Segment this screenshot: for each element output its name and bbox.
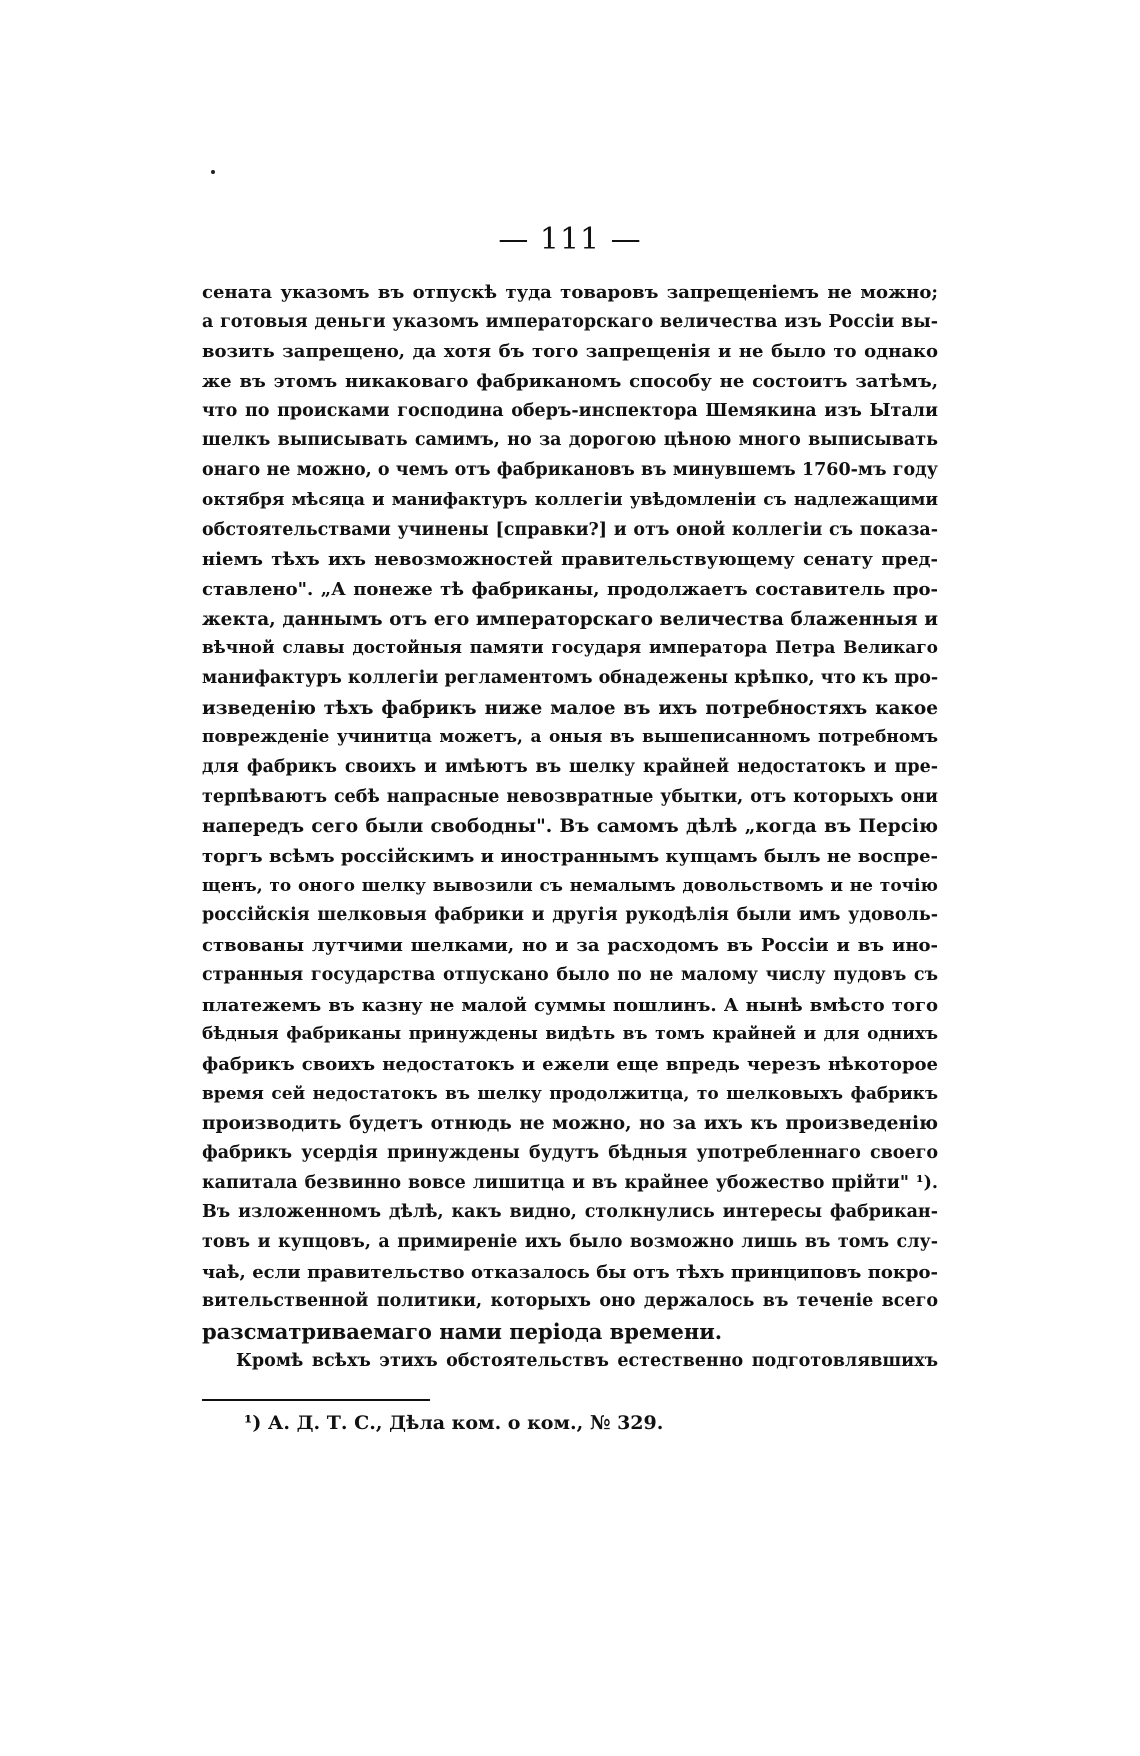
text-line: платежемъ въ казну не малой суммы пошлинъ. А нынѣ вмѣсто того: [202, 994, 938, 1016]
text-line: вѣчной славы достойныя памяти государя императора Петра Великаго: [202, 638, 938, 659]
text-line: жекта, даннымъ отъ его императорскаго величества блаженныя и: [202, 608, 938, 630]
text-line: возить запрещено, да хотя бъ того запрещенія и не было то однако: [202, 341, 938, 363]
text-line: ніемъ тѣхъ ихъ невозможностей правительствующему сенату пред-: [202, 549, 938, 571]
text-line: чаѣ, если правительство отказалось бы отъ тѣхъ принциповъ покро-: [202, 1261, 938, 1283]
text-line: онаго не можно, о чемъ отъ фабрикановъ въ минувшемъ 1760-мъ году: [202, 460, 938, 481]
paragraph-end-line: разсматриваемаго нами періода времени.: [202, 1319, 723, 1345]
text-line: манифактуръ коллегіи регламентомъ обнадежены крѣпко, что къ про-: [202, 667, 939, 688]
page-number: — 111 —: [498, 222, 642, 257]
body-text: [202, 278, 938, 1376]
text-line: поврежденіе учинитца можетъ, а оныя въ вышеписанномъ потребномъ: [202, 727, 938, 748]
text-line: товъ и купцовъ, а примиреніе ихъ было возможно лишь въ томъ слу-: [202, 1232, 938, 1252]
text-line: время сей недостатокъ въ шелку продолжитца, то шелковыхъ фабрикъ: [202, 1083, 938, 1104]
text-line: что по происками господина оберъ-инспектора Шемякина изъ Ытали: [202, 400, 938, 421]
text-line: терпѣваютъ себѣ напрасные невозвратные убытки, отъ которыхъ они: [202, 786, 938, 807]
text-line: фабрикъ усердія принуждены будутъ бѣдныя употребленнаго своего: [202, 1142, 938, 1163]
text-line: бѣдныя фабриканы принуждены видѣть въ томъ крайней и для однихъ: [202, 1024, 938, 1045]
text-line: для фабрикъ своихъ и имѣютъ въ шелку крайней недостатокъ и пре-: [202, 757, 938, 777]
footnote-separator: [202, 1399, 430, 1401]
text-line: же въ этомъ никаковаго фабриканомъ способу не состоитъ затѣмъ,: [202, 371, 938, 393]
text-line: октября мѣсяца и манифактуръ коллегіи увѣдомленіи съ надлежащими: [202, 489, 938, 510]
text-line: капитала безвинно вовсе лишитца и въ крайнее убожество прійти" ¹).: [202, 1172, 938, 1193]
text-line: а готовыя деньги указомъ императорскаго величества изъ Россіи вы-: [202, 311, 938, 332]
footnote: ¹) А. Д. Т. С., Дѣла ком. о ком., № 329.: [244, 1412, 664, 1434]
text-line: торгъ всѣмъ россійскимъ и иностраннымъ купцамъ былъ не воспре-: [202, 846, 938, 868]
paragraph-start-line: Кромѣ всѣхъ этихъ обстоятельствъ естественно подготовлявшихъ: [236, 1350, 938, 1371]
text-line: производить будетъ отнюдь не можно, но за ихъ къ произведенію: [202, 1113, 938, 1135]
text-line: обстоятельствами учинены [справки?] и отъ оной коллегіи съ показа-: [202, 519, 938, 540]
text-line: изведенію тѣхъ фабрикъ ниже малое въ ихъ потребностяхъ какое: [202, 697, 938, 719]
text-line: россійскія шелковыя фабрики и другія рукодѣлія были имъ удоволь-: [202, 905, 938, 926]
text-line: Въ изложенномъ дѣлѣ, какъ видно, столкнулись интересы фабрикан-: [202, 1202, 938, 1223]
text-line: шелкъ выписывать самимъ, но за дорогою цѣною много выписывать: [202, 430, 938, 451]
text-line: ствованы лутчими шелками, но и за расходомъ въ Россіи и въ ино-: [202, 935, 938, 957]
text-line: сената указомъ въ отпускѣ туда товаровъ запрещеніемъ не можно;: [202, 282, 938, 303]
print-speck: [211, 170, 215, 174]
text-line: фабрикъ своихъ недостатокъ и ежели еще впредь черезъ нѣкоторое: [202, 1053, 938, 1075]
text-line: вительственной политики, которыхъ оно держалось въ теченіе всего: [202, 1291, 938, 1312]
text-line: ставлено". „А понеже тѣ фабриканы, продолжаетъ составитель про-: [202, 578, 938, 600]
text-line: странныя государства отпускано было по не малому числу пудовъ съ: [202, 964, 938, 985]
text-line: напередъ сего были свободны". Въ самомъ дѣлѣ „когда въ Персію: [202, 816, 938, 838]
text-line: щенъ, то оного шелку вывозили съ немалымъ довольствомъ и не точію: [202, 875, 938, 896]
